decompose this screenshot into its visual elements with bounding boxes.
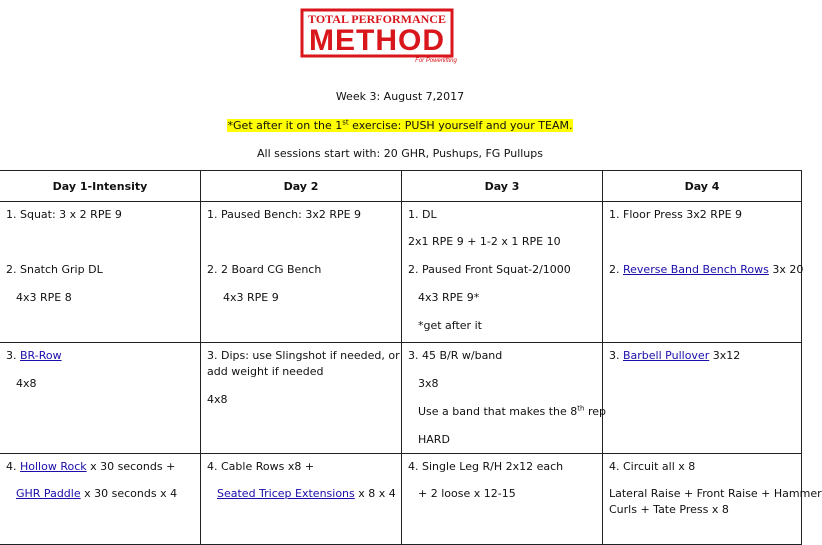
exercise: Seated Tricep Extensions x 8 x 4 [217,487,396,500]
exercise: 4. Hollow Rock x 30 seconds + [6,460,176,473]
header-row [0,171,802,202]
exercise: 2. Snatch Grip DL [6,263,103,276]
exercise: 3. BR-Row [6,349,62,362]
exercise-detail: 4x3 RPE 9 [223,291,279,304]
seated-tricep-extensions-link[interactable]: Seated Tricep Extensions [217,487,355,500]
exercise-note: Use a band that makes the 8th rep [418,404,606,418]
exercise: 1. Squat: 3 x 2 RPE 9 [6,208,122,221]
total-performance-method-logo [298,6,460,64]
exercise: 1. DL [408,208,437,221]
day3-cell [402,343,606,454]
day2-cell [201,343,402,454]
exercise: 1. Paused Bench: 3x2 RPE 9 [207,208,362,221]
table-row [0,343,802,454]
day1-cell [0,343,201,454]
workout-table [0,170,822,545]
table-row [0,202,802,343]
col-header-day4: Day 4 [603,171,802,202]
exercise: 1. Floor Press 3x2 RPE 9 [609,208,743,221]
col-header-day1: Day 1-Intensity [0,171,201,202]
ghr-paddle-link[interactable]: GHR Paddle [16,487,81,500]
table-row [0,454,802,545]
exercise: GHR Paddle x 30 seconds x 4 [16,487,178,500]
exercise-note: *get after it [418,319,482,332]
exercise-detail: 3x8 [418,377,439,390]
col-header-day3: Day 3 [402,171,603,202]
exercise: 4. Single Leg R/H 2x12 each [408,460,564,473]
exercise-detail: 4x3 RPE 9* [418,291,480,304]
exercise-detail: 2x1 RPE 9 + 1-2 x 1 RPE 10 [408,235,561,248]
day4-cell [603,343,802,454]
exercise: 3. Barbell Pullover 3x12 [609,349,741,362]
exercise-detail: 4x8 [16,377,37,390]
day3-cell [402,454,603,545]
svg-text:METHOD: METHOD [309,24,445,57]
exercise: 3. Dips: use Slingshot if needed, or [207,349,400,362]
day1-cell [0,454,201,545]
exercise: 2. Reverse Band Bench Rows 3x 20 [609,263,804,276]
exercise-note: HARD [418,433,450,446]
day1-cell [0,202,201,343]
svg-text:For Powerlifting: For Powerlifting [415,58,457,64]
exercise-detail-continued: Curls + Tate Press x 8 [609,503,729,516]
day3-cell [402,202,603,343]
col-header-day2: Day 2 [201,171,402,202]
exercise-detail: 4x3 RPE 8 [16,291,72,304]
exercise-detail: + 2 loose x 12-15 [418,487,516,500]
svg-text:TOTAL PERFORMANCE: TOTAL PERFORMANCE [308,12,446,26]
exercise: 2. Paused Front Squat-2/1000 [408,263,571,276]
day2-cell [201,202,402,343]
barbell-pullover-link[interactable]: Barbell Pullover [623,349,710,362]
sessions-note: All sessions start with: 20 GHR, Pushups, FG Pullups [256,147,543,160]
exercise: 4. Cable Rows x8 + [207,460,315,473]
week-title: Week 3: August 7,2017 [335,90,465,103]
exercise-detail: Lateral Raise + Front Raise + Hammer [609,487,822,500]
exercise-detail: 4x8 [207,393,228,406]
hollow-rock-link[interactable]: Hollow Rock [20,460,87,473]
motto-line: *Get after it on the 1st exercise: PUSH yourself and your TEAM. [227,118,573,132]
exercise-continued: add weight if needed [207,365,324,378]
day4-cell [603,454,822,545]
br-row-link[interactable]: BR-Row [20,349,62,362]
exercise: 3. 45 B/R w/band [408,349,503,362]
exercise: 4. Circuit all x 8 [609,460,696,473]
exercise: 2. 2 Board CG Bench [207,263,322,276]
day4-cell [603,202,802,343]
day2-cell [201,454,402,545]
reverse-band-bench-rows-link[interactable]: Reverse Band Bench Rows [623,263,769,276]
